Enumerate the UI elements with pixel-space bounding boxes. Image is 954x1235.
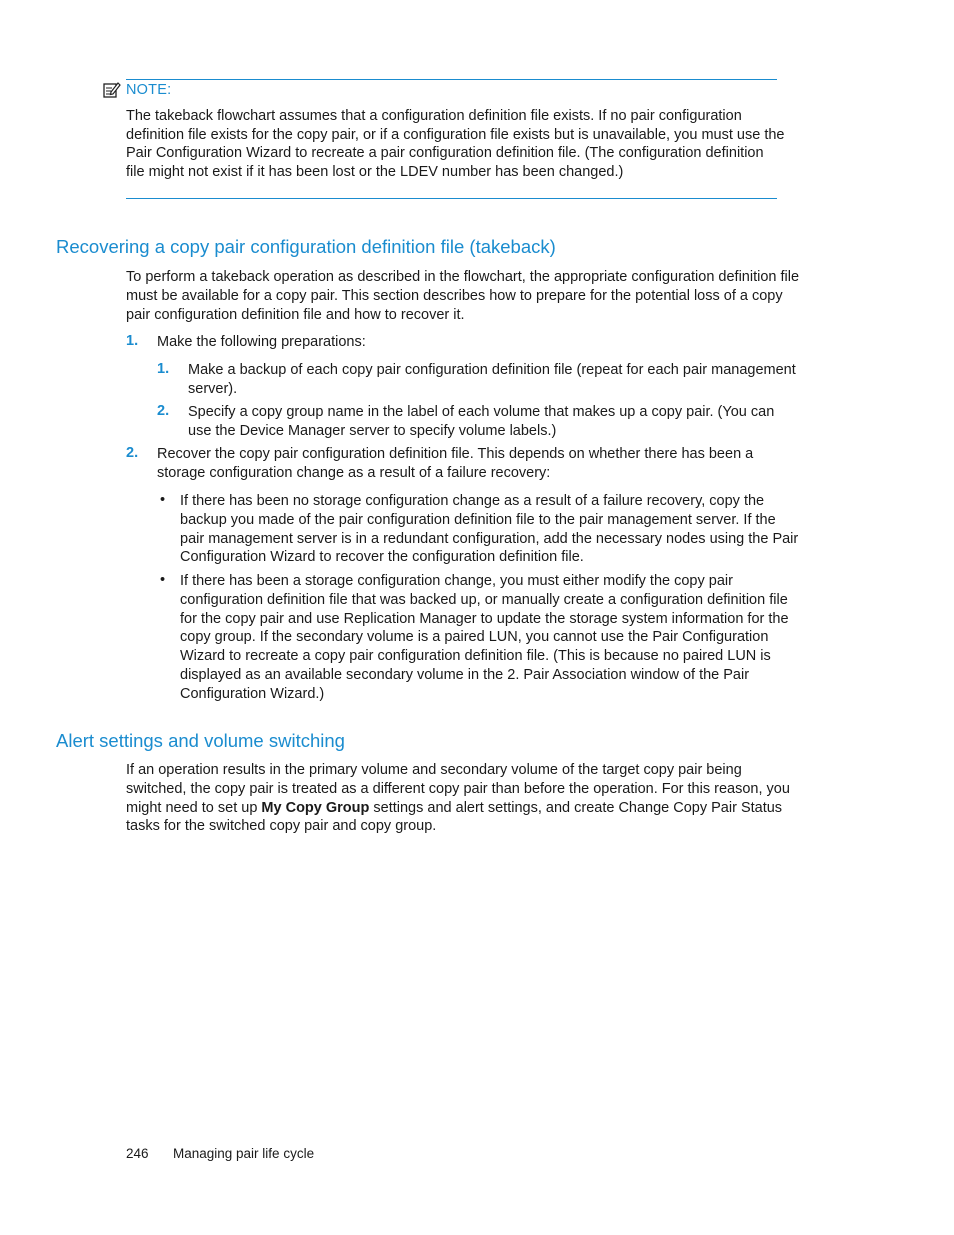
section-heading-alert-settings: Alert settings and volume switching [56, 730, 345, 751]
note-pencil-icon [103, 81, 121, 99]
section2-text [126, 761, 802, 836]
footer-chapter: Managing pair life cycle [173, 1146, 315, 1161]
substep-1-text: Make a backup of each copy pair configuration definition file (repeat for each pair management server). [188, 362, 796, 397]
note-text: The takeback flowchart assumes that a configuration definition file exists. If no pair configuration definition file exists for the copy pair, or if a configuration file exists but is unavailable, you must use the Pair Configuration Wizard to recreate a pair configuration definition file. (The configuration definition file might not exist if it has been lost or the LDEV number has been changed.) [126, 108, 785, 181]
section2-text-before: If an operation results in the primary volume and secondary volume of the target copy pair being switched, the copy pair is treated as a different copy pair than before the operation. For this reason, you might need to set up [126, 762, 790, 816]
section1-intro: To perform a takeback operation as described in the flowchart, the appropriate configuration definition file must be available for a copy pair. This section describes how to prepare for the potential loss of a copy pair configuration definition file and how to recover it. [126, 269, 800, 323]
section2-text-after: settings and alert settings, and create Change Copy Pair Status tasks for the switched copy pair and copy group. [126, 799, 783, 835]
bullet-2-text: If there has been a storage configuration change, you must either modify the copy pair configuration definition file that was backed up, or manually create a configuration definition file for the copy pair and use Replication Manager to update the storage system information for the copy group. If the secondary volume is a paired LUN, you cannot use the Pair Configuration Wizard to recreate a copy pair configuration definition file. (This is because no paired LUN is displayed as an available secondary volume in the 2. Pair Association window of the Pair Configuration Wizard.) [180, 573, 789, 702]
bullet-1-marker: • [160, 492, 166, 508]
my-copy-group-term: My Copy Group [261, 799, 370, 816]
substep-2-text: Specify a copy group name in the label of each volume that makes up a copy pair. (You can use the Device Manager server to specify volume labels.) [188, 404, 775, 439]
bullet-2-marker: • [160, 572, 166, 588]
step-1-number: 1. [126, 333, 139, 349]
note-label: NOTE: [126, 82, 172, 98]
substep-2-number: 2. [157, 403, 170, 419]
page-number: 246 [126, 1146, 149, 1161]
substep-1-number: 1. [157, 361, 170, 377]
bullet-1-text: If there has been no storage configuration change as a result of a failure recovery, copy the backup you made of the pair configuration definition file to the pair management server. If the pair management server is in a redundant configuration, add the necessary nodes using the Pair Configuration Wizard to recover the configuration definition file. [180, 493, 799, 566]
step-1-text: Make the following preparations: [157, 334, 366, 350]
section-heading-recovering: Recovering a copy pair configuration definition file (takeback) [56, 236, 556, 257]
step-2-text: Recover the copy pair configuration definition file. This depends on whether there has been a storage configuration change as a result of a failure recovery: [157, 446, 754, 481]
step-2-number: 2. [126, 445, 139, 461]
